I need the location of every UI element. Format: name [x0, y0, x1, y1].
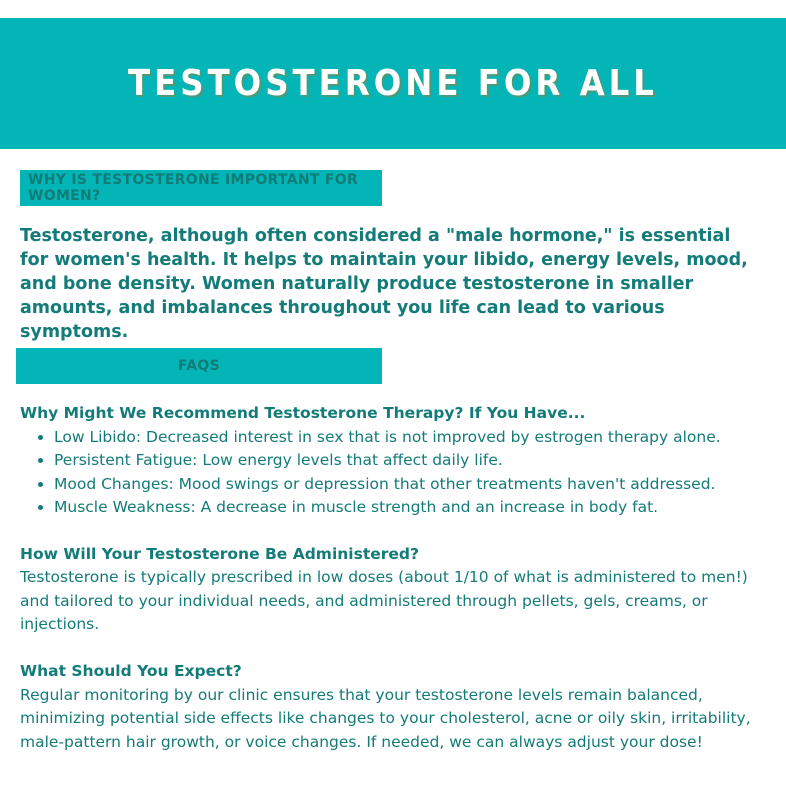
list-item: • Muscle Weakness: A decrease in muscle strength and an increase in body fat.	[54, 496, 780, 520]
section-heading-why: WHY IS TESTOSTERONE IMPORTANT FOR WOMEN?	[20, 170, 382, 206]
intro-paragraph: Testosterone, although often considered a "male hormone," is essential for women's health. It helps to maintain your libido, energy levels, mood, and bone density. Women naturally produce testosterone in smaller amounts, and imbalances throughout you life can lead to various symptoms.	[20, 226, 748, 342]
faq-question: What Should You Expect?	[20, 662, 242, 680]
title-banner	[0, 18, 786, 149]
section-heading-faqs: FAQS	[16, 348, 382, 384]
faq-question: How Will Your Testosterone Be Administered?	[20, 544, 420, 563]
page-title: TESTOSTERONE FOR ALL	[128, 63, 658, 104]
list-item: • Mood Changes: Mood swings or depression that other treatments haven't addressed.	[54, 473, 780, 497]
faq-question: Why Might We Recommend Testosterone Therapy? If You Have...	[20, 404, 586, 422]
list-item: • Persistent Fatigue: Low energy levels that affect daily life.	[54, 449, 780, 473]
faq-item-recommend	[20, 402, 780, 520]
faq-item-expect	[20, 660, 780, 754]
faq-item-administered	[20, 543, 780, 637]
faq-answer: Testosterone is typically prescribed in low doses (about 1/10 of what is administered to men!) and tailored to your individual needs, and administered through pellets, gels, creams, or injections.	[20, 568, 748, 633]
symptom-list	[20, 426, 780, 520]
faq-list	[20, 402, 780, 778]
list-item: • Low Libido: Decreased interest in sex that is not improved by estrogen therapy alone.	[54, 426, 780, 450]
faq-answer: Regular monitoring by our clinic ensures that your testosterone levels remain balanced, minimizing potential side effects like changes to your cholesterol, acne or oily skin, irritability, male-pattern hair growth, or voice changes. If needed, we can always adjust your dose!	[20, 685, 751, 751]
